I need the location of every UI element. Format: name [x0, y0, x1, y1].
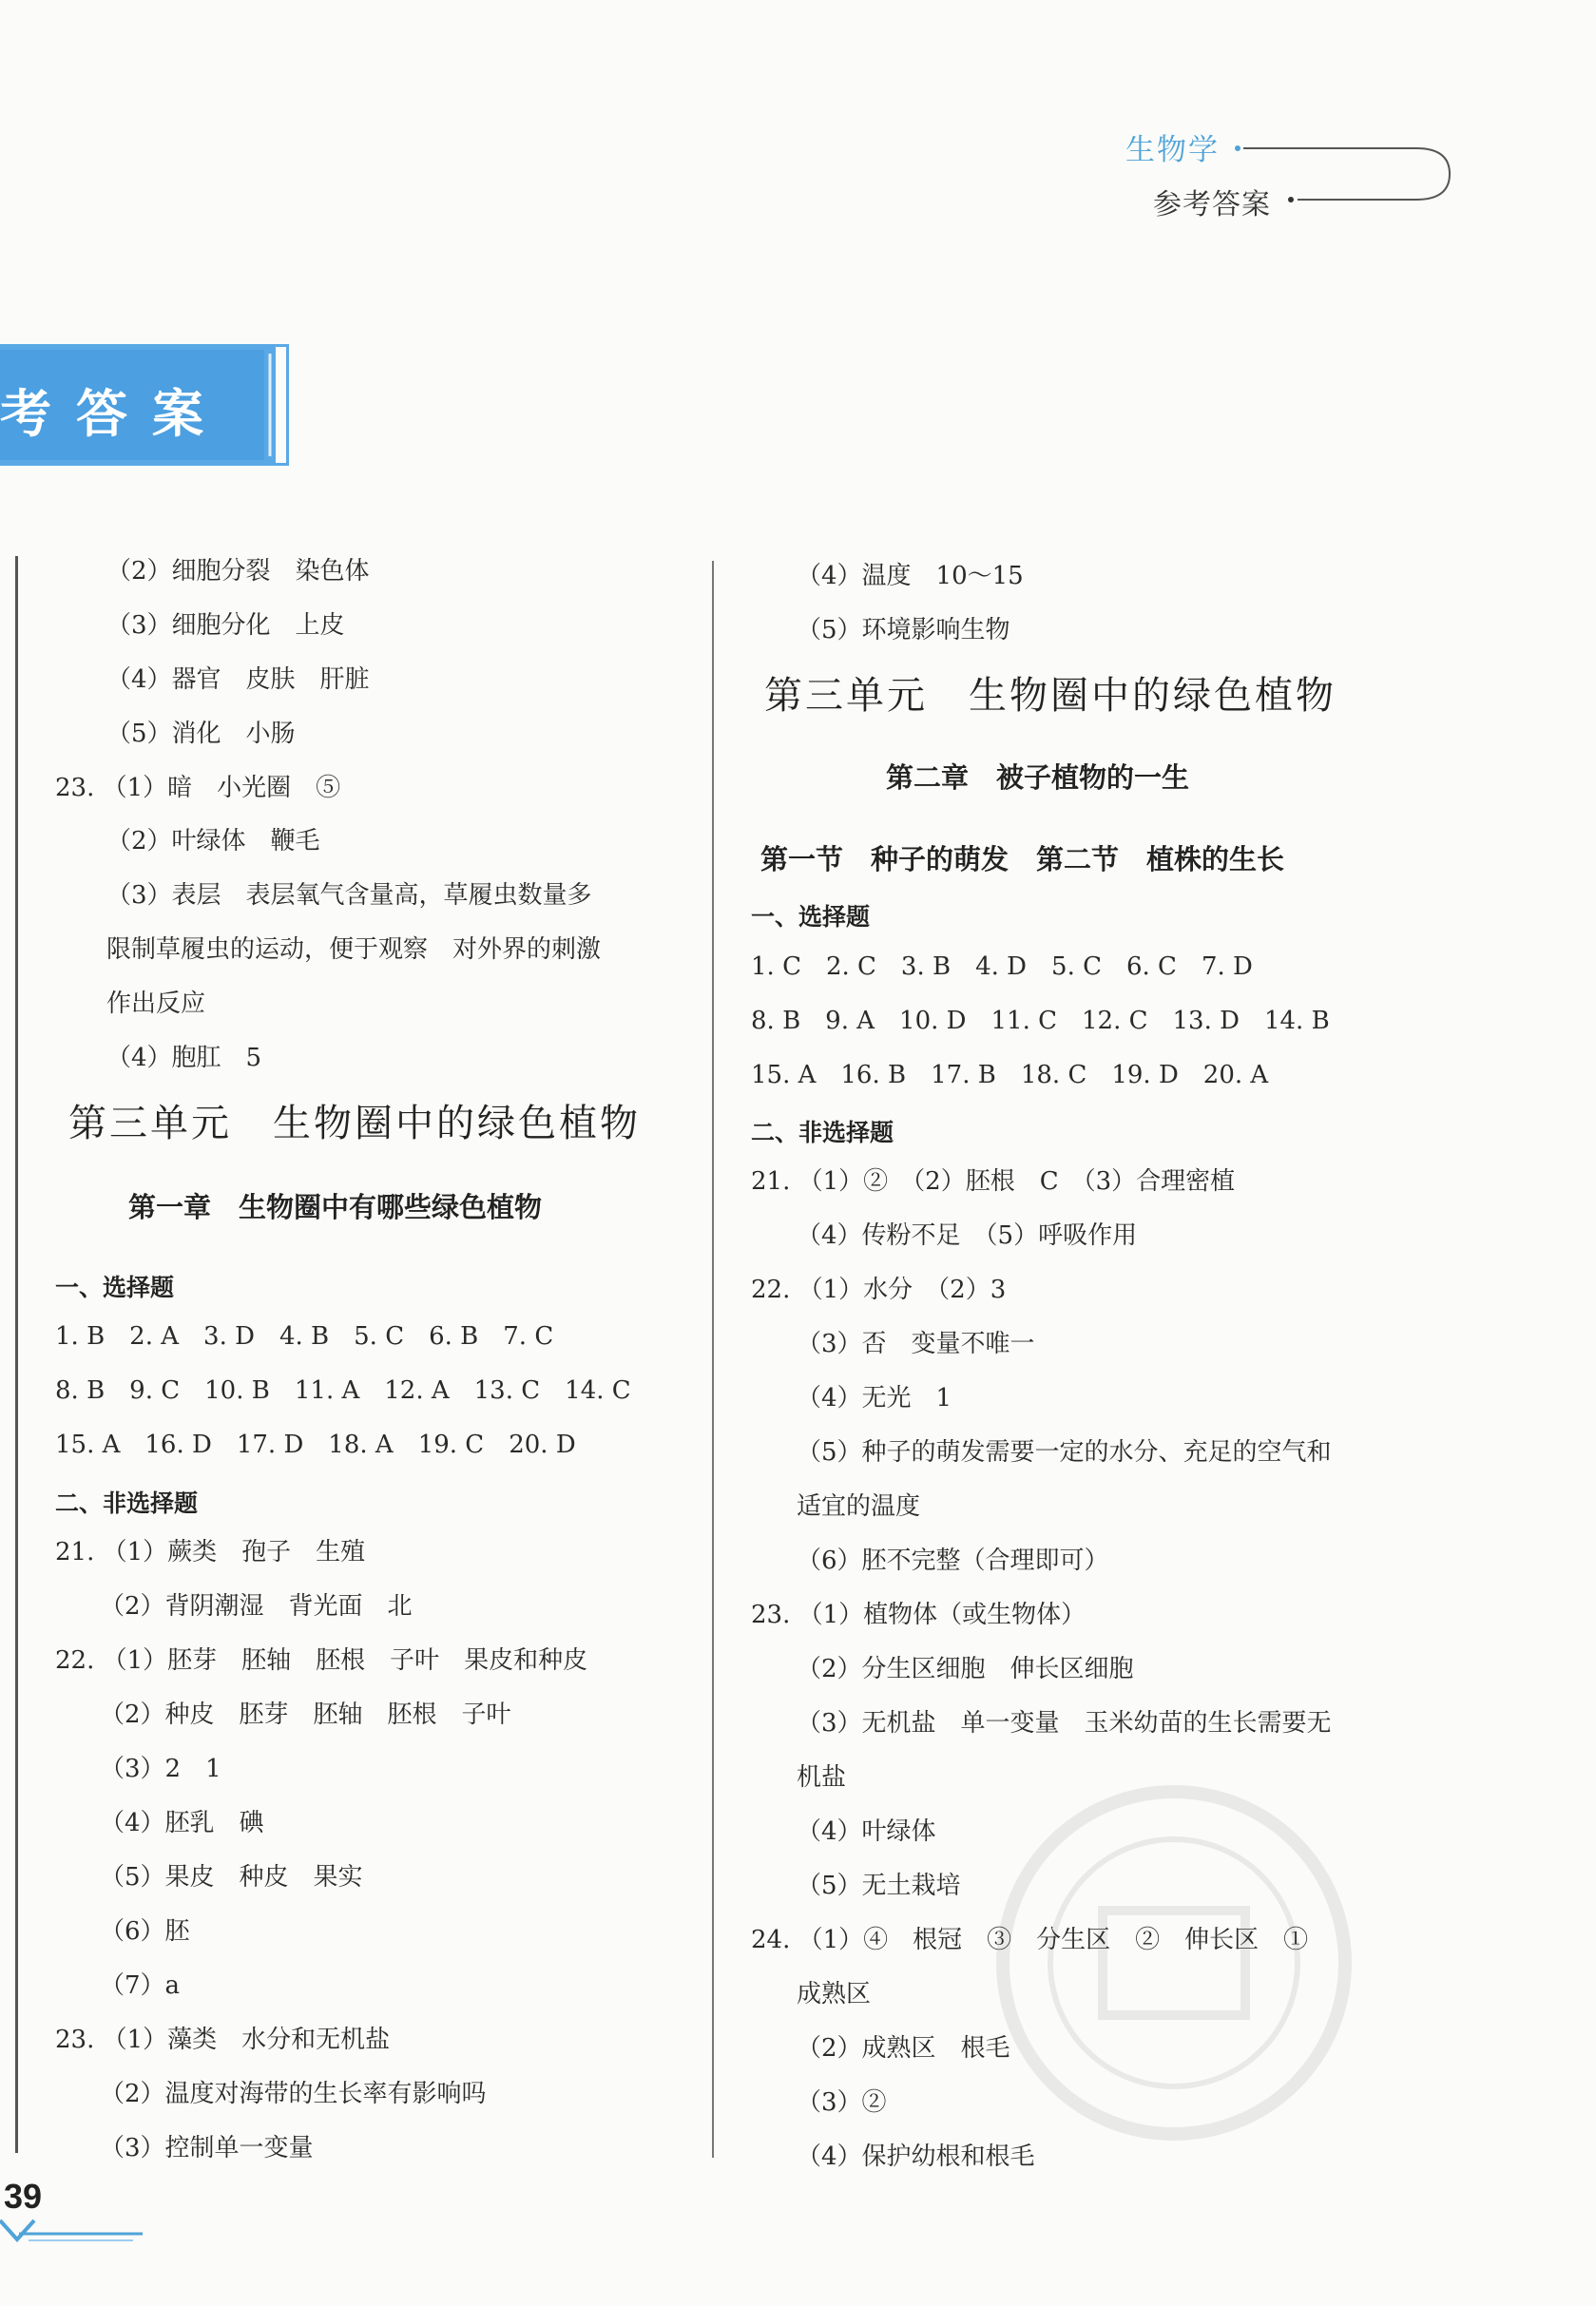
answer-line: （3）细胞分化 上皮 — [106, 611, 345, 640]
answer-line: 15. A 16. B 17. B 18. C 19. D 20. A — [751, 1061, 1269, 1089]
left-margin-rule — [15, 556, 18, 2153]
answer-line: （2）成熟区 根毛 — [797, 2034, 1010, 2063]
answer-line: （4）胚乳 碘 — [100, 1809, 264, 1837]
answer-line: （2）背阴潮湿 背光面 北 — [100, 1592, 413, 1621]
answer-line: 8. B 9. A 10. D 11. C 12. C 13. D 14. B — [751, 1007, 1330, 1035]
answer-line: 22. （1）水分 （2）3 — [751, 1276, 1007, 1304]
answer-line: （3）否 变量不唯一 — [797, 1330, 1035, 1358]
answer-line: （6）胚 — [100, 1917, 190, 1946]
page-number-decoration — [0, 2215, 152, 2253]
answer-line: （4）胞肛 5 — [106, 1044, 262, 1072]
answer-line: 适宜的温度 — [797, 1492, 921, 1521]
answer-line: （2）种皮 胚芽 胚轴 胚根 子叶 — [100, 1701, 511, 1729]
answer-line: （2）分生区细胞 伸长区细胞 — [797, 1655, 1134, 1683]
answer-line: 8. B 9. C 10. B 11. A 12. A 13. C 14. C — [55, 1376, 631, 1405]
answer-line: （5）无土栽培 — [797, 1872, 961, 1900]
answer-line: 21. （1）② （2）胚根 C （3）合理密植 — [751, 1167, 1236, 1196]
section-heading: 二、非选择题 — [751, 1119, 894, 1146]
answer-line: 24. （1）④ 根冠 ③ 分生区 ② 伸长区 ① — [751, 1926, 1309, 1954]
answer-line: （4）温度 10～15 — [797, 562, 1024, 590]
answer-line: 机盐 — [797, 1763, 847, 1792]
answer-line: （2）叶绿体 鞭毛 — [106, 827, 320, 855]
answer-line: 成熟区 — [797, 1980, 872, 2008]
answer-line: 22. （1）胚芽 胚轴 胚根 子叶 果皮和种皮 — [55, 1646, 588, 1675]
answer-line: （4）传粉不足 （5）呼吸作用 — [797, 1221, 1138, 1250]
answer-line: （5）种子的萌发需要一定的水分、充足的空气和 — [797, 1438, 1332, 1467]
answer-line: 23. （1）暗 小光圈 ⑤ — [55, 774, 341, 802]
section-heading: 一、选择题 — [55, 1274, 175, 1301]
header-subject: 生物学 — [1125, 133, 1220, 167]
seal-watermark — [989, 1778, 1359, 2148]
answer-line: （3）控制单一变量 — [100, 2134, 314, 2162]
answer-line: （4）无光 1 — [797, 1384, 952, 1412]
answer-line: 23. （1）植物体（或生物体） — [751, 1601, 1086, 1629]
answer-line: （3）2 1 — [100, 1755, 221, 1783]
section-heading: 一、选择题 — [751, 903, 871, 931]
answer-line: 作出反应 — [106, 990, 206, 1018]
answer-line: （5）果皮 种皮 果实 — [100, 1863, 363, 1892]
answer-line: 1. B 2. A 3. D 4. B 5. C 6. B 7. C — [55, 1322, 554, 1351]
unit-title: 第三单元 生物圈中的绿色植物 — [68, 1102, 641, 1145]
chapter-title: 第二章 被子植物的一生 — [886, 761, 1190, 794]
answer-line: （4）器官 皮肤 肝脏 — [106, 665, 370, 694]
answer-line: 23. （1）藻类 水分和无机盐 — [55, 2026, 391, 2054]
answer-line: （3）② — [797, 2088, 887, 2117]
unit-title: 第三单元 生物圈中的绿色植物 — [764, 674, 1336, 718]
banner-title: 考答案 — [0, 384, 228, 444]
answer-line: （3）表层 表层氧气含量高，草履虫数量多 — [106, 881, 592, 910]
section-heading: 二、非选择题 — [55, 1489, 199, 1517]
answer-line: （7）a — [100, 1971, 181, 2000]
answer-line: （4）保护幼根和根毛 — [797, 2143, 1035, 2171]
answer-line: （5）消化 小肠 — [106, 720, 296, 748]
answer-line: 21. （1）蕨类 孢子 生殖 — [55, 1538, 366, 1566]
answer-line: （2）温度对海带的生长率有影响吗 — [100, 2080, 487, 2108]
answer-line: （2）细胞分裂 染色体 — [106, 557, 370, 586]
answer-line: （5）环境影响生物 — [797, 616, 1010, 644]
answer-line: （6）胚不完整（合理即可） — [797, 1547, 1109, 1575]
answer-line: （4）叶绿体 — [797, 1817, 936, 1846]
header-subtitle: 参考答案 — [1153, 188, 1271, 221]
answer-line: （3）无机盐 单一变量 玉米幼苗的生长需要无 — [797, 1709, 1332, 1738]
answer-line: 1. C 2. C 3. B 4. D 5. C 6. C 7. D — [751, 952, 1253, 981]
chapter-title: 第一章 生物圈中有哪些绿色植物 — [128, 1191, 543, 1223]
page-number: 39 — [4, 2177, 43, 2216]
answer-line: 限制草履虫的运动，便于观察 对外界的刺激 — [106, 935, 602, 964]
header-bracket-line — [0, 0, 1596, 247]
section-title: 第一节 种子的萌发 第二节 植株的生长 — [760, 843, 1285, 875]
column-divider — [712, 561, 714, 2158]
answer-line: 15. A 16. D 17. D 18. A 19. C 20. D — [55, 1431, 576, 1459]
